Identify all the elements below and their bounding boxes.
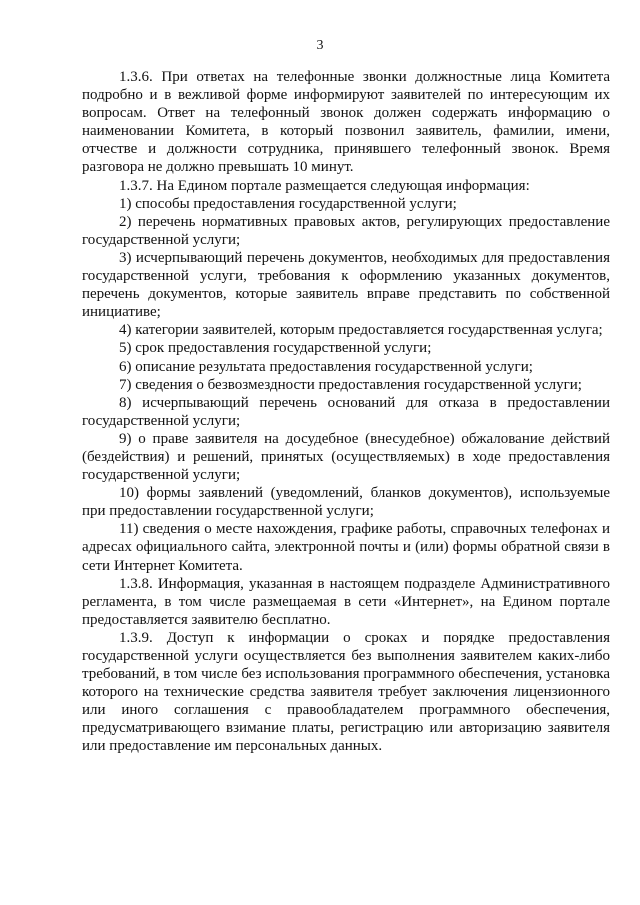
list-item-11: 11) сведения о месте нахождения, графике работы, справочных телефонах и адресах официального сайта, электронной почты и (или) формы обратной связи в сети Интернет Комитета. <box>82 521 610 574</box>
list-item-6: 6) описание результата предоставления государственной услуги; <box>119 358 533 375</box>
paragraph-1-3-7: 1.3.7. На Едином портале размещается следующая информация: <box>119 177 530 194</box>
document-body <box>82 68 610 756</box>
page-number: 3 <box>316 38 324 53</box>
list-item-2: 2) перечень нормативных правовых актов, регулирующих предоставление государственной услуги; <box>82 213 610 248</box>
list-item-3: 3) исчерпывающий перечень документов, необходимых для предоставления государственной услуги, требования к оформлению указанных документов, перечень документов, которые заявитель вправе представить по собственной инициативе; <box>82 249 610 321</box>
list-item-1: 1) способы предоставления государственной услуги; <box>119 195 457 212</box>
paragraph-1-3-9: 1.3.9. Доступ к информации о сроках и порядке предоставления государственной услуги осуществляется без выполнения заявителем каких-либо требований, в том числе без использования программного обеспечения, установка которого на технические средства заявителя требует заключения лицензионного или иного соглашения с правообладателем программного обеспечения, предусматривающего взимание платы, регистрацию или авторизацию заявителя или предоставление им персональных данных. <box>82 629 610 755</box>
list-item-9: 9) о праве заявителя на досудебное (внесудебное) обжалование действий (бездействия) и решений, принятых (осуществляемых) в ходе предоставления государственной услуги; <box>82 430 610 484</box>
list-item-8: 8) исчерпывающий перечень оснований для отказа в предоставлении государственной услуги; <box>82 394 610 429</box>
paragraph-1-3-6: 1.3.6. При ответах на телефонные звонки должностные лица Комитета подробно и в вежливой форме информируют заявителей по интересующим их вопросам. Ответ на телефонный звонок должен содержать информацию о наименовании Комитета, в который позвонил заявитель, фамилии, имени, отчестве и должности сотрудника, принявшего телефонный звонок. Время разговора не должно превышать 10 минут. <box>82 69 610 176</box>
list-item-4: 4) категории заявителей, которым предоставляется государственная услуга; <box>119 322 603 339</box>
list-item-7: 7) сведения о безвозмездности предоставления государственной услуги; <box>119 376 582 393</box>
paragraph-1-3-8: 1.3.8. Информация, указанная в настоящем подразделе Административного регламента, в том числе размещаемая в сети «Интернет», на Едином портале предоставляется заявителю бесплатно. <box>82 575 610 628</box>
list-item-5: 5) срок предоставления государственной услуги; <box>119 340 432 357</box>
list-item-10: 10) формы заявлений (уведомлений, бланков документов), используемые при предоставлении государственной услуги; <box>82 485 610 520</box>
